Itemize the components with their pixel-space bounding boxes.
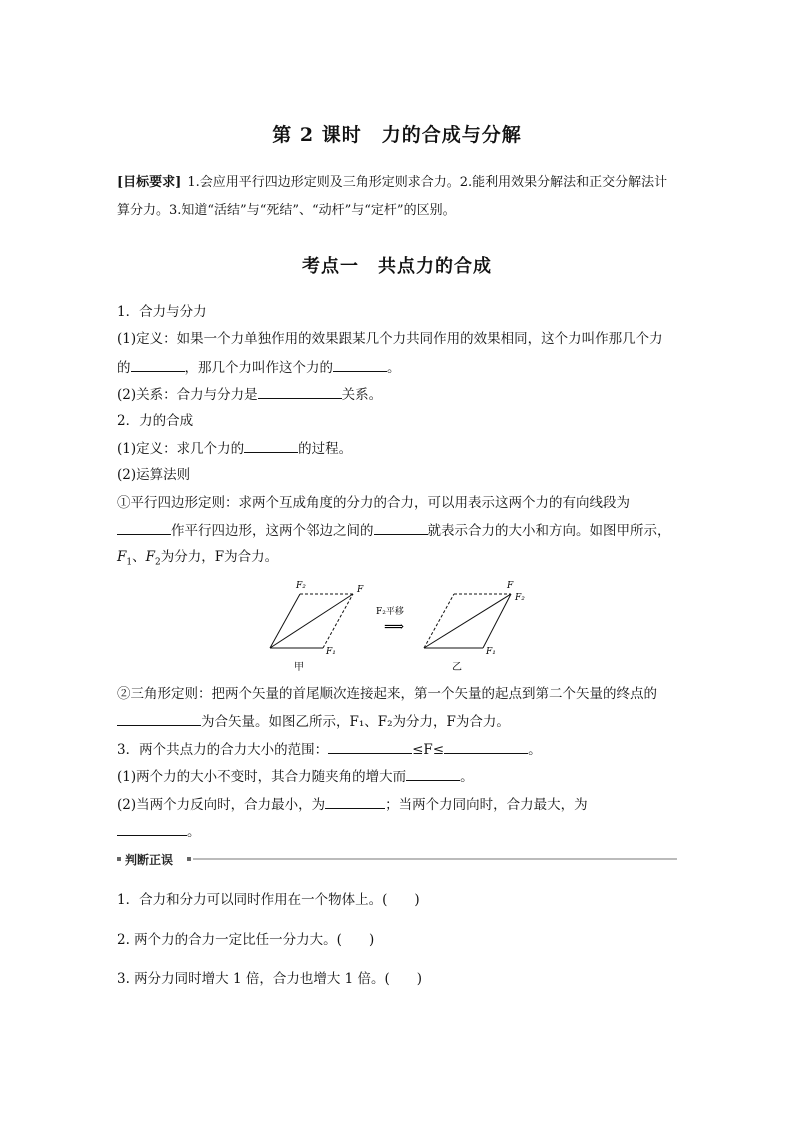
parallelogram-rule-3: $F_1$、$F_2$为分力，F为合力。 [117,549,279,568]
text: (1)定义：求几个力的 [117,441,245,457]
square-icon [117,857,121,861]
label-f: F [357,585,364,595]
arrow-icon: ⟹ [384,619,405,635]
section-title: 考点一 共点力的合成 [302,256,492,277]
fill-blank[interactable] [444,739,528,754]
label-f2: F₂ [515,593,525,603]
fill-blank[interactable] [258,384,342,399]
range-line [117,739,679,760]
text: 就表示合力的大小和方向。如图甲所示， [427,523,671,539]
learning-goals [117,169,679,225]
text: 的过程。 [298,441,353,457]
text: (2)关系：合力与分力是 [117,387,258,403]
text: 作平行四边形，这两个邻边之间的 [171,523,374,539]
text: 的 [117,360,131,376]
text: 。 [528,742,542,758]
label-f1: F₁ [486,647,496,657]
fill-blank[interactable] [117,821,187,836]
triangle-rule-2 [117,711,679,732]
text: (1)两个力的大小不变时，其合力随夹角的增大而 [117,769,407,785]
force-diagram [258,576,538,676]
item-heading-2: 2．力的合成 [117,413,194,429]
fill-blank[interactable] [406,766,460,781]
fill-blank[interactable] [374,520,428,535]
text: 为分力，F为合力。 [160,549,279,565]
parallelogram-rule: ①平行四边形定则：求两个互成角度的分力的合力，可以用表示这两个力的有向线段为 [117,495,630,511]
extreme-line [117,794,679,815]
translation-note [376,605,404,635]
goal-tag: [目标要求] [117,175,182,190]
label-yi: 乙 [452,662,462,673]
label-jia: 甲 [294,662,304,673]
text: 。 [187,824,201,840]
triangle-yi [424,581,525,673]
fill-blank[interactable] [244,438,298,453]
label-f2: F₂ [296,581,306,591]
text: 为合矢量。如图乙所示，F₁、F₂为分力，F为合力。 [201,714,510,730]
square-icon [187,857,191,861]
text: 3．两个共点力的合力大小的范围： [117,742,329,758]
goal-text: 1.会应用平行四边形定则及三角形定则求合力。2.能利用效果分解法和正交分解法计算分力。3.知道“活结”与“死结”、“动杆”与“定杆”的区别。 [117,175,668,218]
relation-line [117,384,679,405]
parallelogram-jia [270,581,364,673]
lesson-title: 第 2 课时 力的合成与分解 [272,124,522,146]
label-f: F [507,581,514,591]
fill-blank[interactable] [131,357,185,372]
label-f1: F₁ [326,647,336,657]
fill-blank[interactable] [325,794,385,809]
divider-rule [193,858,677,860]
judge-question-1: 1．合力和分力可以同时作用在一个物体上。( ) [117,892,420,908]
text: 。 [387,360,401,376]
text: (2)当两个力反向时，合力最小，为 [117,797,326,813]
fill-blank[interactable] [117,520,171,535]
text: ≤F≤ [412,742,445,758]
judge-question-3: 3. 两分力同时增大 1 倍，合力也增大 1 倍。( ) [117,971,423,987]
extreme-line-2 [117,821,679,842]
judge-label: 判断正误 [125,853,174,867]
fill-blank[interactable] [333,357,387,372]
item-heading-1: 1．合力与分力 [117,304,207,320]
text: 关系。 [341,387,383,403]
move-label: F₂平移 [376,607,404,617]
definition-line: (1)定义：如果一个力单独作用的效果跟某几个力共同作用的效果相同，这个力叫作那几个力 [117,331,663,347]
fill-blank[interactable] [328,739,412,754]
triangle-rule: ②三角形定则：把两个矢量的首尾顺次连接起来，第一个矢量的起点到第二个矢量的终点的 [117,686,657,702]
text: 。 [460,769,474,785]
composition-definition [117,438,679,459]
judge-divider [117,852,677,866]
judge-question-2: 2. 两个力的合力一定比任一分力大。( ) [117,932,375,948]
definition-line-2 [117,357,679,378]
text: ；当两个力同向时，合力最大，为 [385,797,588,813]
parallelogram-rule-2 [117,520,679,541]
rule-heading: (2)运算法则 [117,467,191,483]
text: ，那几个力叫作这个力的 [184,360,333,376]
fill-blank[interactable] [117,711,201,726]
angle-line [117,766,679,787]
